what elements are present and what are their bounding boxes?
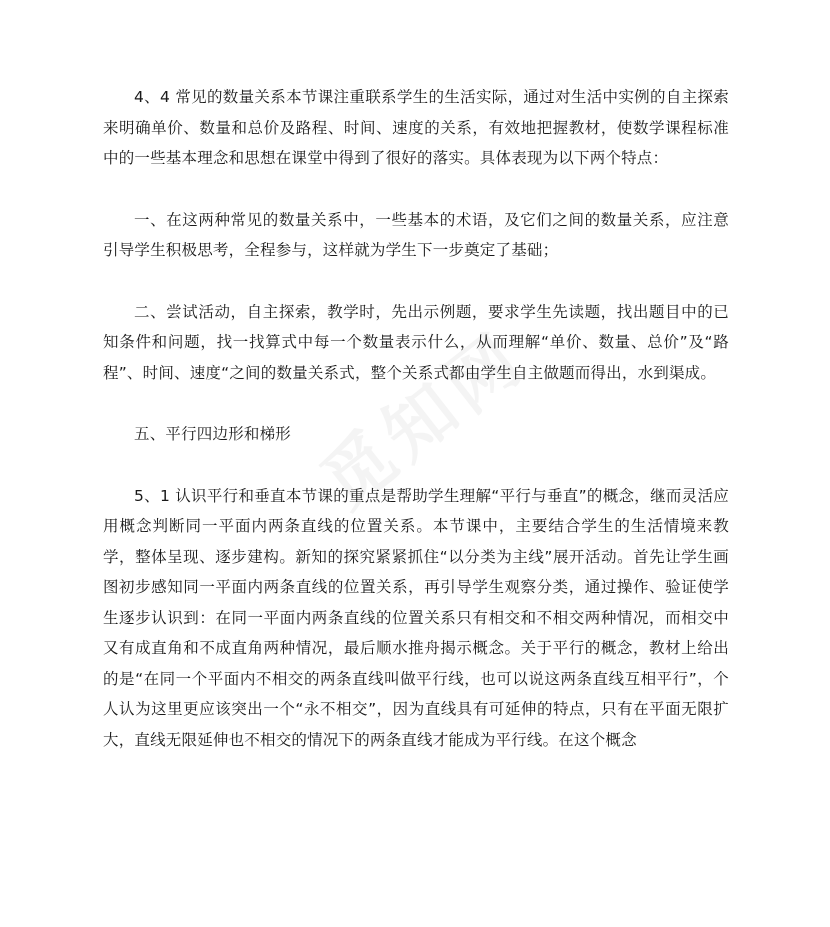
paragraph-gap	[103, 174, 729, 205]
paragraph-gap	[103, 266, 729, 297]
paragraph-parallel-perpendicular: 5、1 认识平行和垂直本节课的重点是帮助学生理解“平行与垂直”的概念，继而灵活应用概念判断同一平面内两条直线的位置关系。本节课中，主要结合学生的生活情境来教学，整体呈现、逐步建构。新知的探究紧紧抓住“以分类为主线”展开活动。首先让学生画图初步感知同一平面内两条直线的位置关系，再引导学生观察分类，通过操作、验证使学生逐步认识到：在同一平面内两条直线的位置关系只有相交和不相交两种情况，而相交中又有成直角和不成直角两种情况，最后顺水推舟揭示概念。关于平行的概念，教材上给出的是“在同一个平面内不相交的两条直线叫做平行线，也可以说这两条直线互相平行”，个人认为这里更应该突出一个“永不相交”，因为直线具有可延伸的特点，只有在平面无限扩大，直线无限延伸也不相交的情况下的两条直线才能成为平行线。在这个概念	[103, 486, 729, 749]
paragraph-gap	[103, 388, 729, 419]
section-heading: 五、平行四边形和梯形	[134, 425, 292, 443]
paragraph-point-two: 二、尝试活动，自主探索，教学时，先出示例题，要求学生先读题，找出题目中的已知条件和问题，找一找算式中每一个数量表示什么，从而理解“单价、数量、总价”及“路程”、时间、速度“之间的数量关系式，整个关系式都由学生自主做题而得出，水到渠成。	[103, 302, 729, 382]
document-body	[103, 82, 729, 755]
paragraph-point-one: 一、在这两种常见的数量关系中，一些基本的术语，及它们之间的数量关系，应注意引导学生积极思考，全程参与，这样就为学生下一步奠定了基础；	[103, 210, 729, 259]
paragraph-gap	[103, 450, 729, 481]
paragraph-common-quantity-relations: 4、4 常见的数量关系本节课注重联系学生的生活实际，通过对生活中实例的自主探索来明确单价、数量和总价及路程、时间、速度的关系，有效地把握教材，使数学课程标准中的一些基本理念和思想在课堂中得到了很好的落实。具体表现为以下两个特点：	[103, 88, 729, 167]
